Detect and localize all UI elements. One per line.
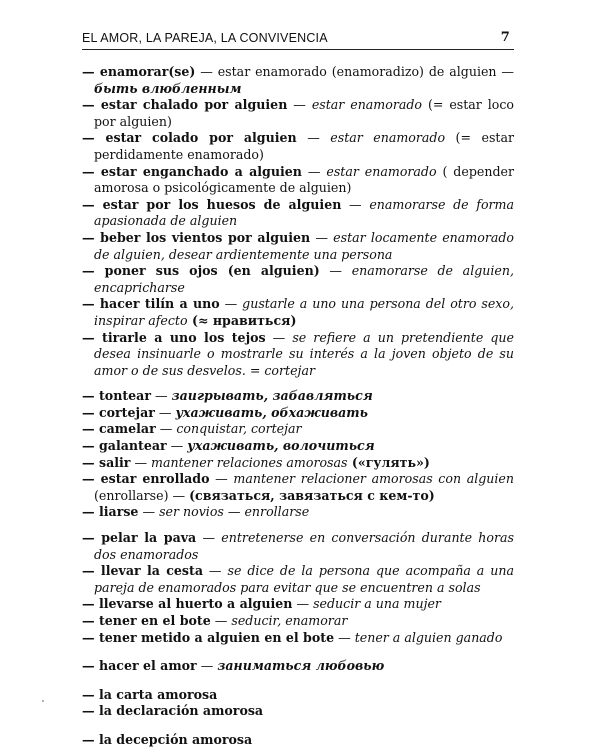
entry-dash: — xyxy=(130,454,152,470)
entry-headword: — la declaración amorosa xyxy=(82,703,264,719)
dictionary-entry xyxy=(82,630,514,647)
entry-headword: — tirarle a uno los tejos xyxy=(82,329,266,345)
dictionary-entry xyxy=(82,405,514,422)
dictionary-entry xyxy=(82,130,514,163)
entry-headword: — estar por los huesos de alguien xyxy=(82,196,342,212)
entry-definition: estar enamorado xyxy=(311,97,423,113)
entry-headword: — estar enganchado a alguien xyxy=(82,163,302,179)
entry-headword: — galantear xyxy=(82,438,167,454)
entry-definition: estar enamorado xyxy=(326,163,437,179)
entry-dash: — xyxy=(155,421,177,437)
entry-headword: — pelar la pava xyxy=(82,530,197,546)
running-head xyxy=(82,30,514,50)
page-speck xyxy=(42,700,44,702)
entry-headword: — hacer tilín a uno xyxy=(82,296,220,312)
dictionary-entry xyxy=(82,687,514,704)
entry-dash: — xyxy=(166,438,188,454)
dictionary-entry xyxy=(82,732,514,749)
entry-russian: ухаживать, волочиться xyxy=(187,438,375,454)
dictionary-entry xyxy=(82,703,514,720)
dictionary-entry xyxy=(82,563,514,596)
entry-definition: seducir, enamorar xyxy=(231,613,348,628)
entry-headword: — estar colado por alguien xyxy=(82,130,297,146)
entry-definition: tener a alguien ganado xyxy=(354,629,503,645)
entry-dash: — xyxy=(301,163,327,179)
entry-dash: — xyxy=(154,404,176,420)
entry-dash: — xyxy=(292,596,314,612)
entry-dash: — xyxy=(138,504,160,520)
entry-headword: — estar enrollado xyxy=(82,471,210,487)
dictionary-entry xyxy=(82,164,514,197)
entry-dash: — xyxy=(196,530,222,546)
entry-headword: — hacer el amor xyxy=(82,658,197,674)
dictionary-entry xyxy=(82,296,514,329)
entry-definition: enamorarse de forma apasionada de alguien xyxy=(94,196,514,229)
dictionary-entry xyxy=(82,421,514,438)
entry-text: (= estar loco por alguien) xyxy=(94,97,514,129)
dictionary-entry xyxy=(82,596,514,613)
entry-definition: entretenerse en conversación durante horas dos enamorados xyxy=(94,530,514,562)
dictionary-entry xyxy=(82,388,514,405)
entry-russian-note: (связаться, завязаться с кем-то) xyxy=(189,487,435,503)
dictionary-entry xyxy=(82,330,514,380)
entry-definition: ser novios — enrollarse xyxy=(159,504,310,520)
entry-dash: — xyxy=(202,563,228,579)
entry-dash: — xyxy=(210,613,232,628)
entry-dash: — xyxy=(334,629,355,645)
entry-headword: — tener metido a alguien en el bote xyxy=(82,629,335,645)
entry-russian: заниматься любовью xyxy=(217,658,385,674)
dictionary-entry xyxy=(82,471,514,504)
entry-text: estar enamorado (enamoradizo) de alguien xyxy=(217,64,497,79)
entry-russian-note: («гулять») xyxy=(347,454,430,470)
entry-headword: — salir xyxy=(82,454,131,470)
entry-definition: conquistar, cortejar xyxy=(176,421,302,437)
page-number: 7 xyxy=(500,30,510,45)
entry-definition: seducir a una mujer xyxy=(313,596,441,612)
entry-dash: — xyxy=(319,263,352,279)
dictionary-entry xyxy=(82,97,514,130)
entry-text: (enrollarse) — xyxy=(94,487,190,503)
entry-definition: estar locamente enamorado de alguien, desear ardientemente una persona xyxy=(94,229,514,262)
dictionary-entry xyxy=(82,530,514,563)
entry-headword: — camelar xyxy=(82,421,156,437)
entry-russian: быть влюбленным xyxy=(94,80,242,96)
entry-headword: — la decepción amorosa xyxy=(82,731,253,747)
entry-dash: — xyxy=(310,229,334,245)
dictionary-entry xyxy=(82,64,514,97)
entry-definition: mantener relacioner amorosas con alguien xyxy=(233,471,514,487)
dictionary-entry xyxy=(82,658,514,675)
entry-dash: — xyxy=(196,658,218,674)
entry-headword: — la carta amorosa xyxy=(82,686,218,702)
entry-definition: estar enamorado xyxy=(330,130,446,146)
entry-dash: — xyxy=(296,130,331,146)
entry-dash: — xyxy=(287,97,312,113)
entry-text: ( depender amorosa o psicológicamente de alguien) xyxy=(94,163,514,196)
entry-dash: — xyxy=(265,329,293,345)
dictionary-entry xyxy=(82,230,514,263)
entry-headword: — cortejar xyxy=(82,404,155,420)
entry-dash: — xyxy=(150,388,172,404)
entry-headword: — liarse xyxy=(82,504,139,520)
entry-text: (= estar perdidamente enamorado) xyxy=(94,130,514,162)
dictionary-entry xyxy=(82,197,514,230)
entry-headword: — beber los vientos por alguien xyxy=(82,229,311,245)
entry-russian: ухаживать, обхаживать xyxy=(175,404,368,420)
entry-definition: gustarle a uno una persona del otro sexo, inspirar afecto xyxy=(94,296,514,328)
entry-definition: enamorarse de alguien, encapricharse xyxy=(94,263,514,295)
entry-dash: — xyxy=(219,296,243,312)
entry-dash: — xyxy=(341,196,370,212)
entry-headword: — poner sus ojos (en alguien) xyxy=(82,263,320,279)
entry-dash: — xyxy=(195,64,218,79)
entry-headword: — tontear xyxy=(82,388,151,404)
entry-headword: — llevar la cesta xyxy=(82,563,203,579)
entry-definition: mantener relaciones amorosas xyxy=(151,454,348,470)
dictionary-entry xyxy=(82,504,514,521)
dictionary-entry xyxy=(82,438,514,455)
dictionary-entry xyxy=(82,263,514,296)
entry-russian-note: (≈ нравиться) xyxy=(187,312,297,328)
chapter-title: EL AMOR, LA PAREJA, LA CONVIVENCIA xyxy=(82,31,328,45)
entry-definition: se refiere a un pretendiente que desea insinuarle o mostrarle su interés a la joven objeto de su amor o de sus desvelos. = cortejar xyxy=(94,329,514,378)
entry-dash: — xyxy=(496,64,514,79)
entry-headword: — llevarse al huerto a alguien xyxy=(82,596,293,612)
entry-list xyxy=(82,64,514,749)
dictionary-entry xyxy=(82,455,514,472)
book-page xyxy=(82,30,514,749)
dictionary-entry xyxy=(82,613,514,630)
entry-headword: — tener en el bote xyxy=(82,613,211,628)
entry-dash: — xyxy=(209,471,234,487)
entry-definition: se dice de la persona que acompaña a una pareja de enamorados para evitar que se encuentren a solas xyxy=(94,563,514,595)
entry-headword: — estar chalado por alguien xyxy=(82,97,288,113)
entry-headword: — enamorar(se) xyxy=(82,64,196,79)
entry-russian: заигрывать, забавляться xyxy=(171,388,373,404)
